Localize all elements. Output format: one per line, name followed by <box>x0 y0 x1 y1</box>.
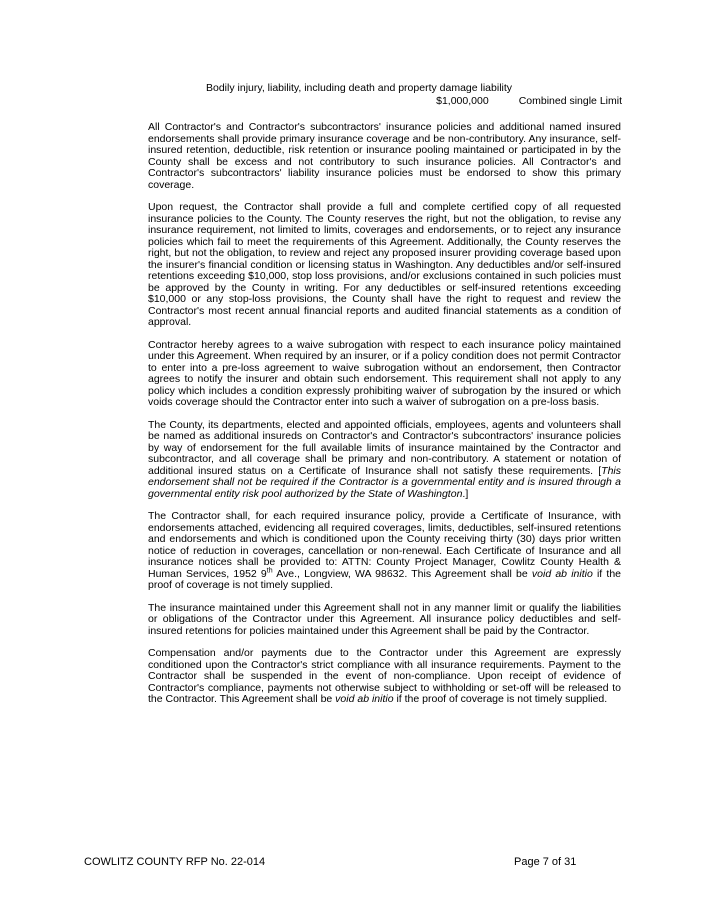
paragraph-certificate <box>148 511 621 592</box>
coverage-amount: $1,000,000 <box>436 95 489 107</box>
paragraph-primary-coverage: All Contractor's and Contractor's subcontractors' insurance policies and additional named insured endorsements shall provide primary insurance coverage and be non-contributory. Any insurance, self-insured retention, deductible, risk retention or insurance pooling maintained or participated in by the County shall be excess and not contributory to such insurance policies. All Contractor's and Contractor's subcontractors' liability insurance policies must be endorsed to show this primary coverage. <box>148 121 621 191</box>
coverage-description: Bodily injury, liability, including death and property damage liability <box>206 82 513 94</box>
paragraph-compensation <box>148 648 621 706</box>
coverage-block <box>206 82 622 108</box>
paragraph-text: The Contractor shall, for each required insurance policy, provide a Certificate of Insurance, with endorsements attached, evidencing all required coverages, limits, deductibles, self-insured retentions and endorsements and which is conditioned upon the County receiving thirty (30) days prior written notice of reduction in coverages, cancellation or non-renewal. Each Certificate of Insurance and all insurance notices shall be provided to: ATTN: County Project Manager, Cowlitz County Health & Human Services, 1952 9 <box>148 510 621 580</box>
paragraph-liabilities: The insurance maintained under this Agreement shall not in any manner limit or qualify the liabilities or obligations of the Contractor under this Agreement. All insurance policy deductibles and self-insured retentions for policies maintained under this Agreement shall be paid by the Contractor. <box>148 601 621 637</box>
paragraph-text: The County, its departments, elected and appointed officials, employees, agents and volunteers shall be named as additional insureds on Contractor's and Contractor's subcontractors' insurance policies by way of endorsement for the full available limits of insurance maintained by the Contractor and subcontractor, and all coverage shall be primary and non-contributory. A statement or notation of additional insured status on a Certificate of Insurance shall not satisfy these requirements. [ <box>148 418 621 477</box>
paragraph-italic-text: void ab initio <box>335 693 394 705</box>
paragraph-policy-review: Upon request, the Contractor shall provide a full and complete certified copy of all requested insurance policies to the County. The County reserves the right, but not the obligation, to revise any insurance requirement, not limited to limits, coverages and endorsements, or to reject any insurance policies which fail to meet the requirements of this Agreement. Additionally, the County reserves the right, but not the obligation, to review and reject any proposed insurer providing coverage based upon the insurer's financial condition or licensing status in Washington. Any deductibles and/or self-insured retentions exceeding $10,000, stop loss provisions, and/or exclusions contained in such policies must be approved by the County in writing. For any deductibles or self-insured retentions exceeding $10,000 or any stop-loss provisions, the County shall have the right to request and review the Contractor's most recent annual financial reports and audited financial statements as a condition of approval. <box>148 201 621 328</box>
paragraph-subrogation: Contractor hereby agrees to a waive subrogation with respect to each insurance policy maintained under this Agreement. When required by an insurer, or if a policy condition does not permit Contractor to enter into a pre-loss agreement to waive subrogation without an endorsement, then Contractor agrees to notify the insurer and obtain such endorsement. This requirement shall not apply to any policy which includes a condition expressly prohibiting waiver of subrogation by the insured or which voids coverage should the Contractor enter into such a waiver of subrogation on a pre-loss basis. <box>148 338 621 408</box>
footer-document-id: COWLITZ COUNTY RFP No. 22-014 <box>84 856 266 868</box>
paragraph-additional-insureds <box>148 420 621 501</box>
paragraph-italic-text: This endorsement shall not be required if the Contractor is a governmental entity and is insured through a governmental entity risk pool authorized by the State of Washington <box>148 464 621 500</box>
paragraph-text-end: if the proof of coverage is not timely supplied. <box>148 567 622 591</box>
document-body <box>148 122 621 717</box>
paragraph-italic-text: void ab initio <box>531 567 593 580</box>
paragraph-text-end: .] <box>462 487 469 500</box>
coverage-limit-line <box>206 95 622 108</box>
paragraph-text-mid: Ave., Longview, WA 98632. This Agreement shall be <box>272 567 532 580</box>
coverage-limit-type: Combined single Limit <box>518 95 622 107</box>
paragraph-text-end: if the proof of coverage is not timely supplied. <box>393 693 608 705</box>
paragraph-text: Compensation and/or payments due to the Contractor under this Agreement are expressly conditioned upon the Contractor's strict compliance with all insurance requirements. Payment to the Contractor shall be suspended in the event of non-compliance. Upon receipt of evidence of Contractor's compliance, payments not otherwise subject to withholding or set-off will be released to the Contractor. This Agreement shall be <box>148 647 621 705</box>
footer-page-number: Page 7 of 31 <box>514 856 577 868</box>
ordinal-superscript: th <box>266 567 273 574</box>
